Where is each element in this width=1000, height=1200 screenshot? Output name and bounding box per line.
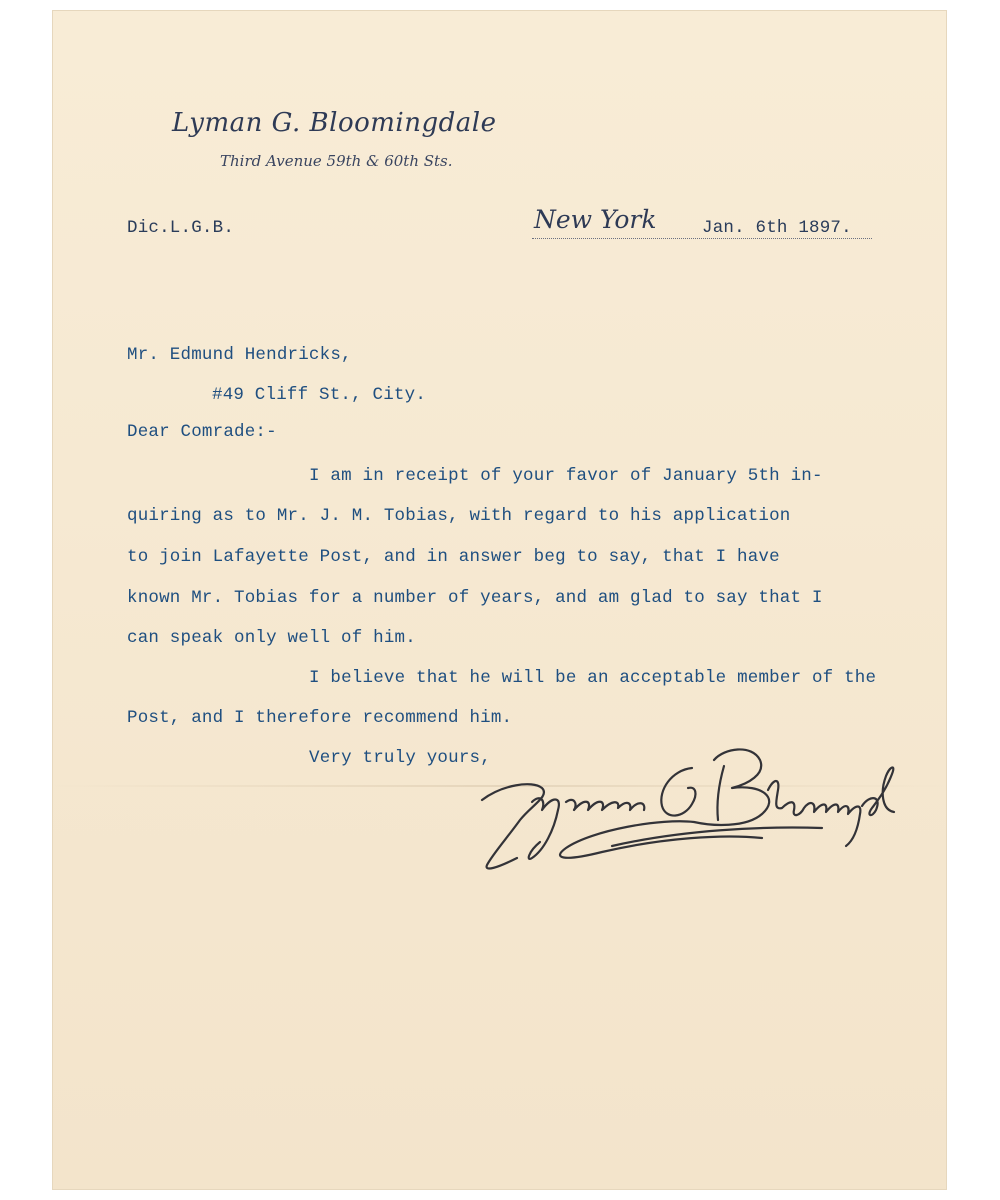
letterhead-name: Lyman G. Bloomingdale (172, 108, 497, 138)
recipient-name: Mr. Edmund Hendricks, (127, 345, 352, 365)
letter-paper (52, 10, 947, 1190)
body-line: I believe that he will be an acceptable member of the (309, 668, 877, 688)
letterhead-address: Third Avenue 59th & 60th Sts. (220, 152, 453, 170)
closing: Very truly yours, (309, 748, 491, 768)
place-line: New York (534, 205, 657, 234)
recipient-address: #49 Cliff St., City. (212, 385, 427, 405)
salutation: Dear Comrade:- (127, 422, 277, 442)
handwritten-signature (462, 730, 902, 880)
dictation-initials: Dic.L.G.B. (127, 218, 235, 238)
body-line: quiring as to Mr. J. M. Tobias, with regard to his application (127, 506, 791, 526)
letter-date: Jan. 6th 1897. (702, 218, 852, 238)
body-line: to join Lafayette Post, and in answer beg to say, that I have (127, 547, 780, 567)
body-line: Post, and I therefore recommend him. (127, 708, 513, 728)
date-underline (532, 238, 872, 239)
body-line: I am in receipt of your favor of January 5th in- (309, 466, 823, 486)
body-line: can speak only well of him. (127, 628, 416, 648)
body-line: known Mr. Tobias for a number of years, and am glad to say that I (127, 588, 823, 608)
